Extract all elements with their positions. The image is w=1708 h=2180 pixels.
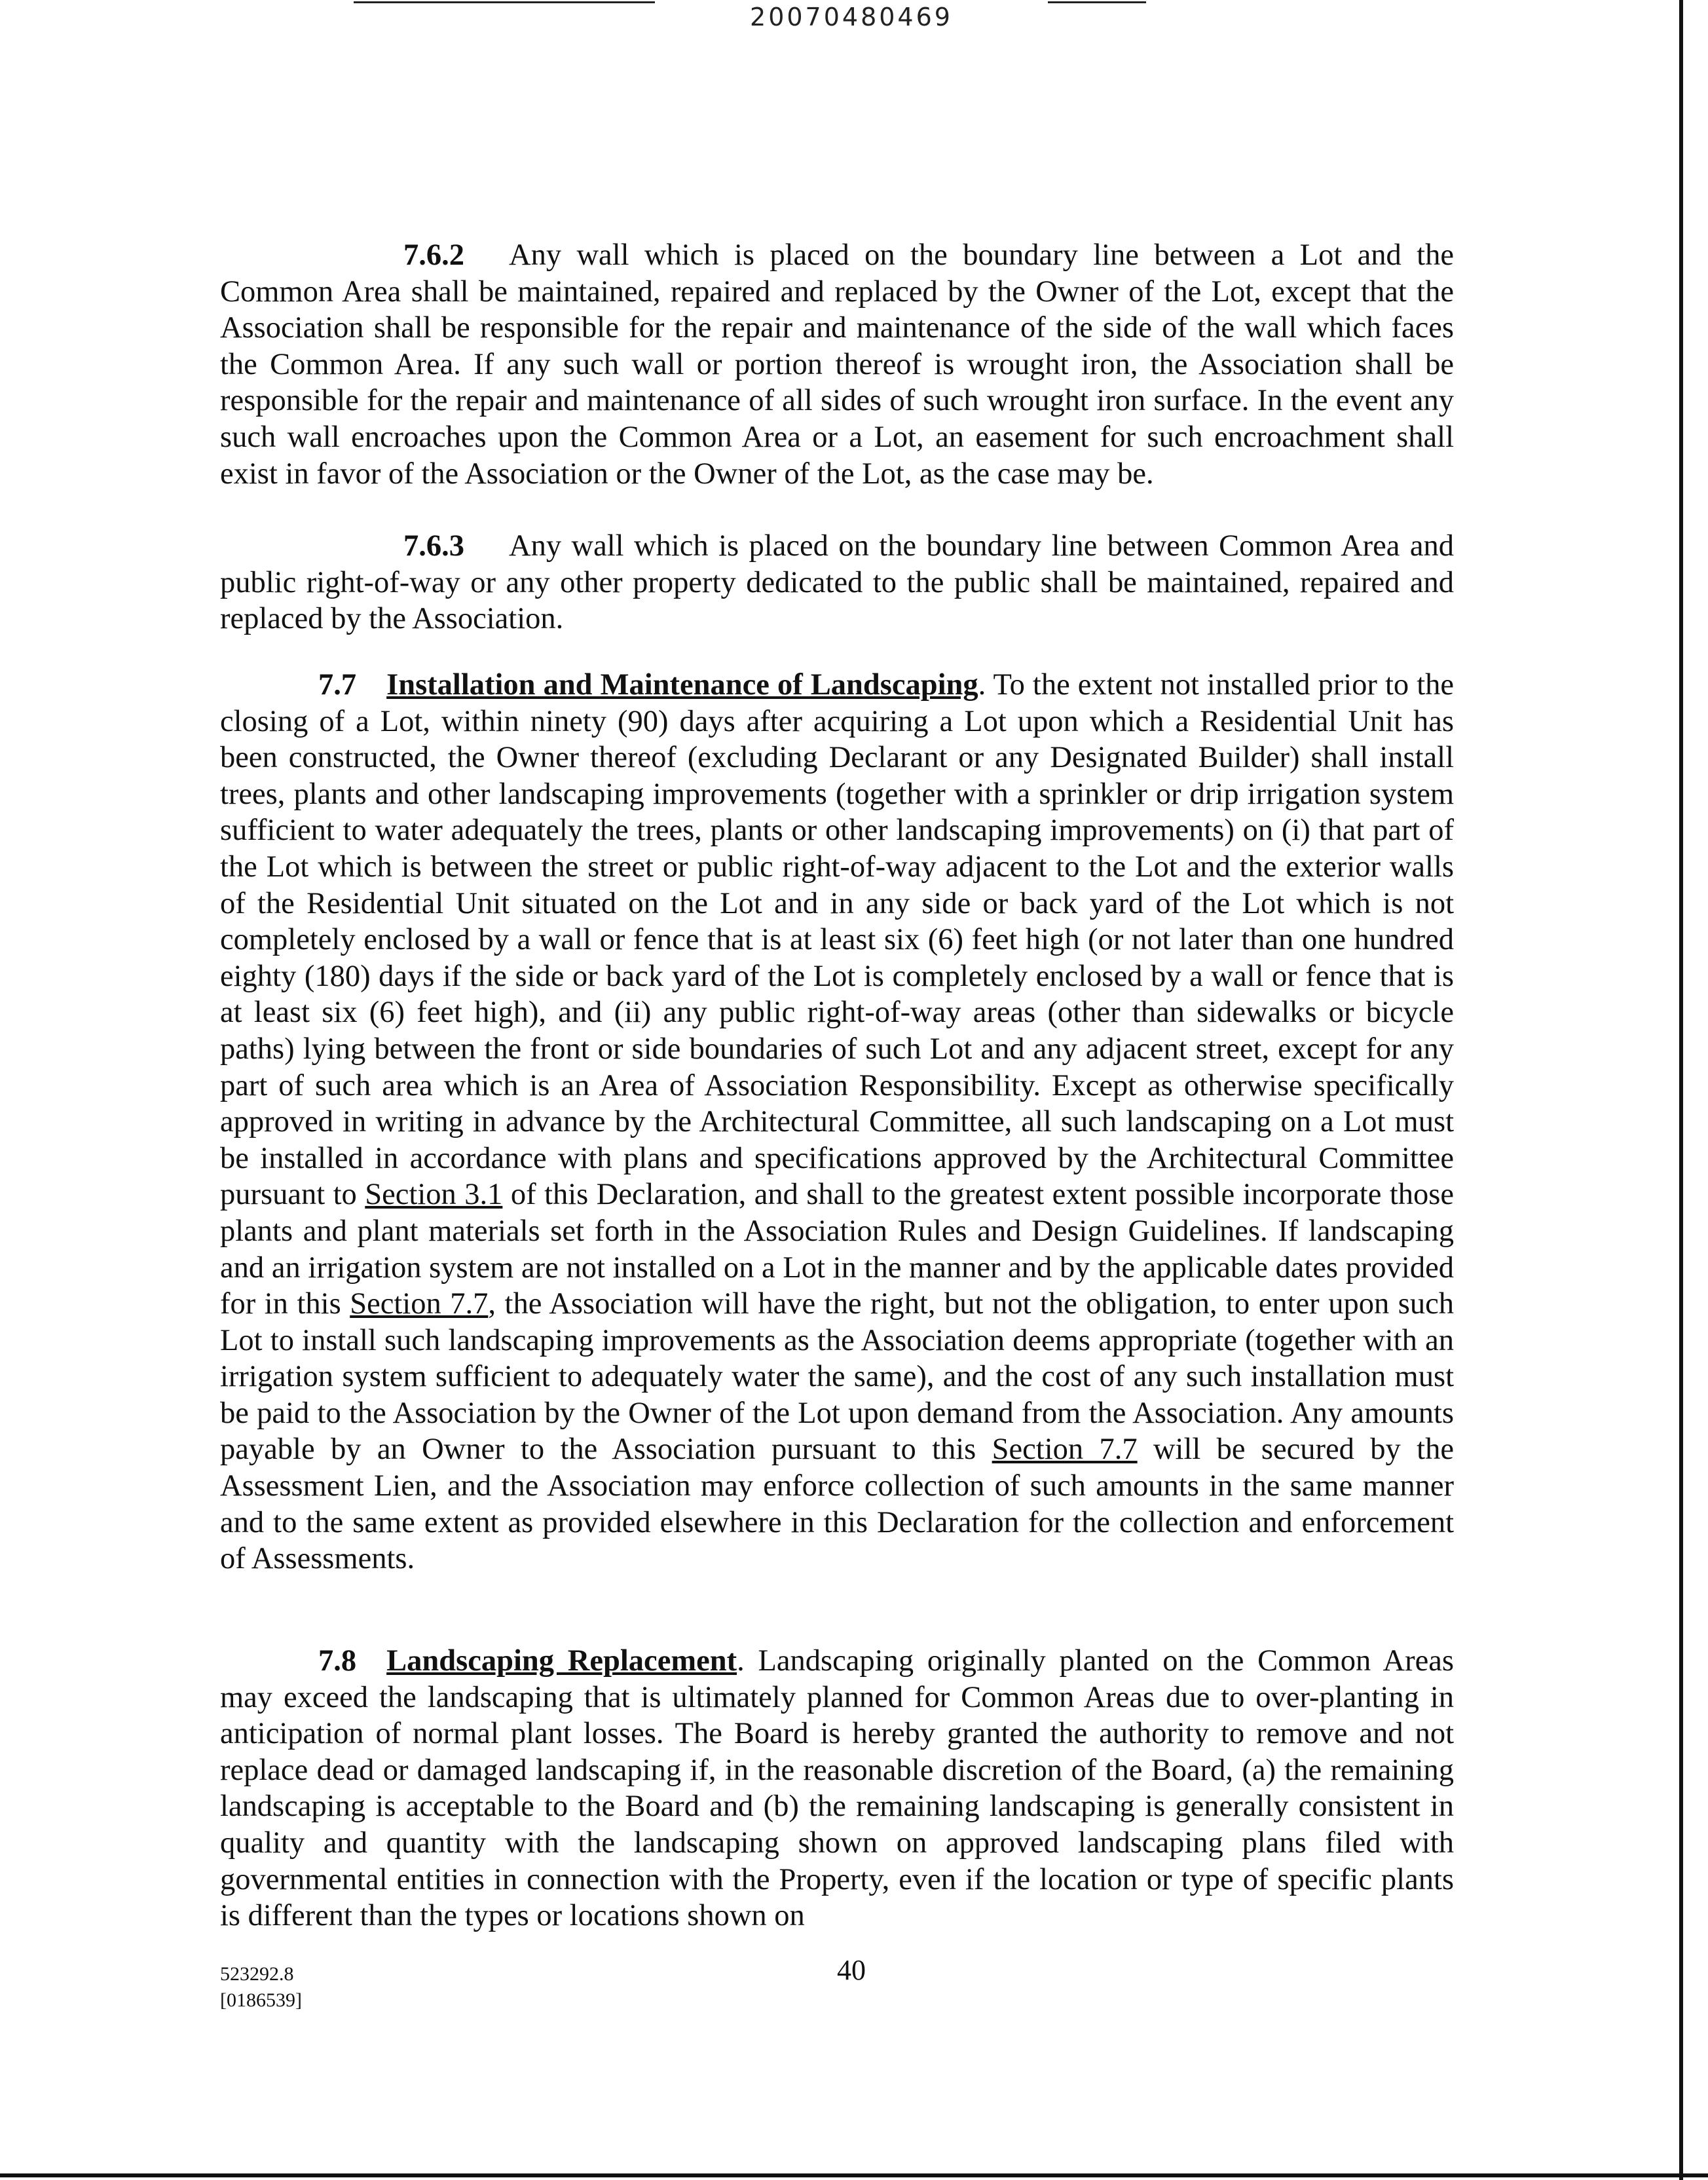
section-reference-7-7: Section 7.7	[992, 1433, 1138, 1467]
top-rule-right	[1048, 1, 1146, 3]
section-number: 7.8	[318, 1644, 357, 1678]
document-number: 20070480469	[750, 3, 953, 31]
paragraph-text: Any wall which is placed on the boundary line between Common Area and public right-of-way or any other property dedicated to the public shall be maintained, repaired and replaced by the Association.	[220, 529, 1454, 636]
paragraph-text-part-4: will be secured by the Assessment Lien, and the Association may enforce collection of such amounts in the same manner and to the same extent as provided elsewhere in this Declaration for the collection and enforcement of Assessments.	[220, 1433, 1454, 1576]
paragraph-text: . Landscaping originally planted on the Common Areas may exceed the landscaping that is ultimately planned for Common Areas due to over-planting in anticipation of normal plant losses. The Board is hereby granted the authority to remove and not replace dead or damaged landscaping if, in the reasonable discretion of the Board, (a) the remaining landscaping is acceptable to the Board and (b) the remaining landscaping is generally consistent in quality and quantity with the landscaping shown on approved landscaping plans filed with governmental entities in connection with the Property, even if the location or type of specific plants is different than the types or locations shown on	[220, 1644, 1454, 1933]
paragraph-text-part-3: , the Association will have the right, but not the obligation, to enter upon such Lot to install such landscaping improvements as the Association deems appropriate (together with an irrigation system sufficient to adequately water the same), and the cost of any such installation must be paid to the Association by the Owner of the Lot upon demand from the Association. Any amounts payable by an Owner to the Association pursuant to this	[220, 1287, 1454, 1467]
document-code: 523292.8	[220, 1963, 294, 1985]
paragraph-7-7	[220, 667, 1454, 1577]
section-heading: Landscaping Replacement	[386, 1644, 737, 1678]
page-border-right	[1679, 0, 1683, 2180]
section-heading: Installation and Maintenance of Landscaping	[386, 668, 978, 702]
section-number: 7.7	[318, 668, 357, 702]
section-reference-3-1: Section 3.1	[365, 1178, 503, 1212]
paragraph-text-part-2: of this Declaration, and shall to the greatest extent possible incorporate those plants and plant materials set forth in the Association Rules and Design Guidelines. If landscaping and an irrigation system are not installed on a Lot in the manner and by the applicable dates provided for in this	[220, 1178, 1455, 1321]
page-border-bottom	[0, 2173, 1708, 2177]
top-rule-left	[354, 1, 655, 3]
page-number: 40	[837, 1954, 866, 1986]
section-reference-7-7: Section 7.7	[350, 1287, 489, 1321]
client-code: [0186539]	[220, 1989, 302, 2011]
paragraph-7-6-2	[220, 237, 1454, 492]
paragraph-text-part-1: . To the extent not installed prior to the closing of a Lot, within ninety (90) days after acquiring a Lot upon which a Residential Unit has been constructed, the Owner thereof (excluding Declarant or any Designated Builder) shall install trees, plants and other landscaping improvements (together with a sprinkler or drip irrigation system sufficient to water adequately the trees, plants or other landscaping improvements) on (i) that part of the Lot which is between the street or public right-of-way adjacent to the Lot and the exterior walls of the Residential Unit situated on the Lot and in any side or back yard of the Lot which is not completely enclosed by a wall or fence that is at least six (6) feet high (or not later than one hundred eighty (180) days if the side or back yard of the Lot is completely enclosed by a wall or fence that is at least six (6) feet high), and (ii) any public right-of-way areas (other than sidewalks or bicycle paths) lying between the front or side boundaries of such Lot and any adjacent street, except for any part of such area which is an Area of Association Responsibility. Except as otherwise specifically approved in writing in advance by the Architectural Committee, all such landscaping on a Lot must be installed in accordance with plans and specifications approved by the Architectural Committee pursuant to	[220, 668, 1454, 1212]
paragraph-text: Any wall which is placed on the boundary line between a Lot and the Common Area shall be maintained, repaired and replaced by the Owner of the Lot, except that the Association shall be responsible for the repair and maintenance of the side of the wall which faces the Common Area. If any such wall or portion thereof is wrought iron, the Association shall be responsible for the repair and maintenance of all sides of such wrought iron surface. In the event any such wall encroaches upon the Common Area or a Lot, an easement for such encroachment shall exist in favor of the Association or the Owner of the Lot, as the case may be.	[220, 238, 1454, 491]
paragraph-7-6-3	[220, 528, 1454, 637]
section-number: 7.6.3	[403, 529, 464, 563]
section-number: 7.6.2	[403, 238, 464, 272]
paragraph-7-8	[220, 1643, 1454, 1934]
